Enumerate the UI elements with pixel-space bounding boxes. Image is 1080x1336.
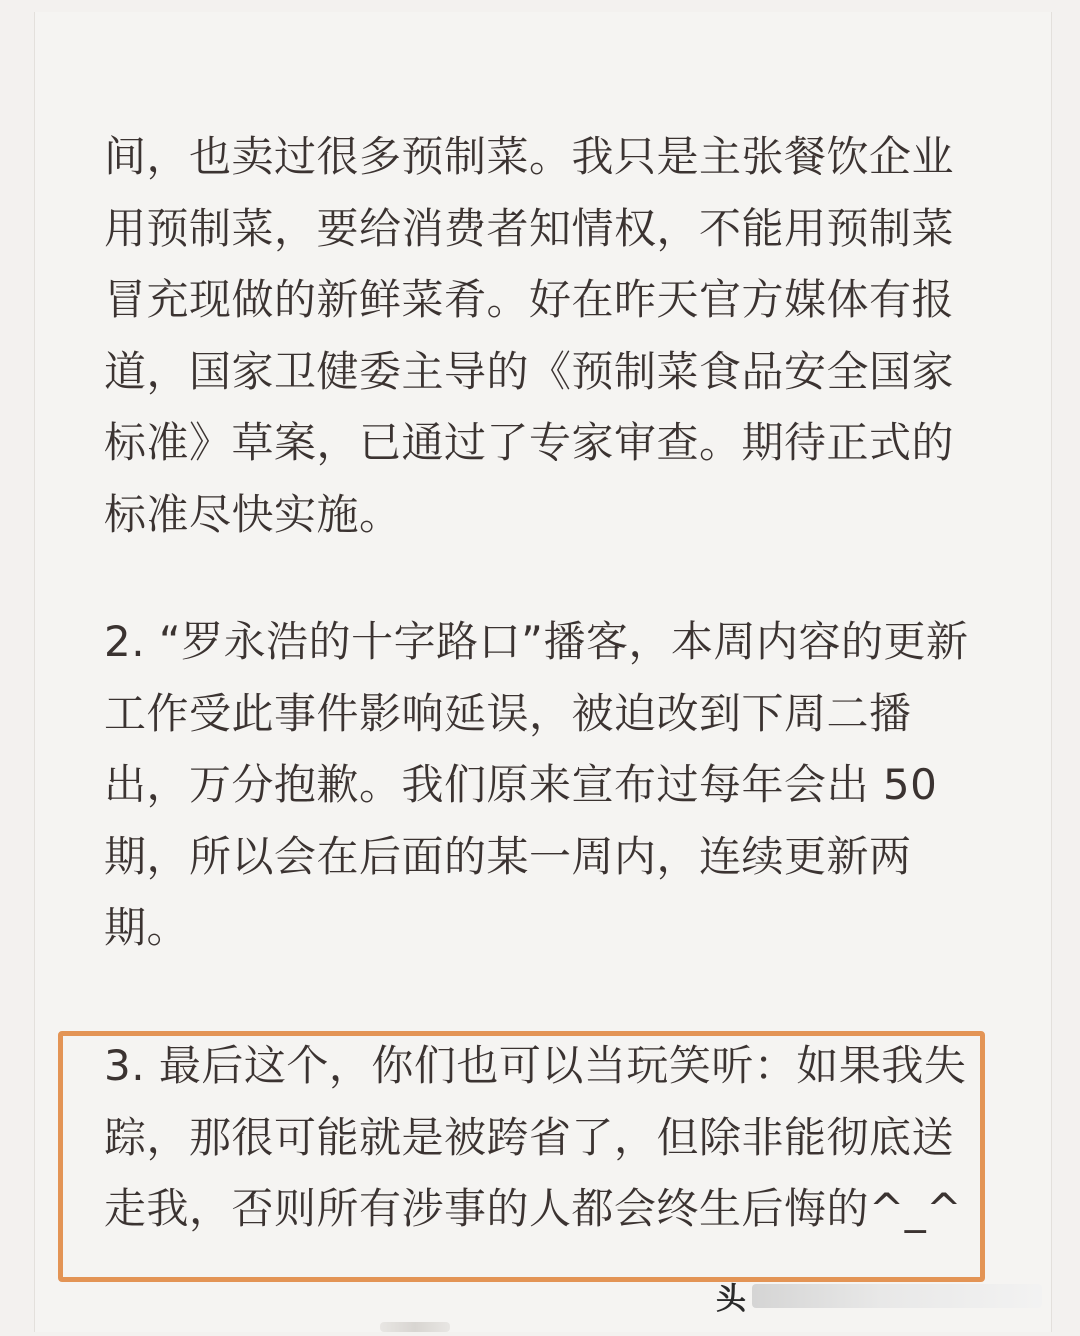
paragraph-3-highlighted [104, 1030, 967, 1245]
text-line: 期。 [104, 903, 190, 952]
text-line: 走我，否则所有涉事的人都会终生后悔的^_^ [104, 1184, 962, 1233]
text-line: 用预制菜，要给消费者知情权，不能用预制菜 [104, 203, 955, 253]
text-line: 道，国家卫健委主导的《预制菜食品安全国家 [104, 346, 955, 396]
text-line: 标准》草案，已通过了专家审查。期待正式的 [104, 418, 955, 467]
text-line: 标准尽快实施。 [104, 489, 402, 539]
text-line: 2. “罗永浩的十字路口”播客，本周内容的更新 [104, 617, 969, 666]
bottom-decoration [380, 1322, 450, 1332]
text-line: 工作受此事件影响延误，被迫改到下周二播 [104, 688, 912, 738]
text-line: 冒充现做的新鲜菜肴。好在昨天官方媒体有报 [104, 275, 955, 324]
watermark-blur [752, 1284, 1042, 1308]
paragraph-1 [104, 121, 954, 550]
text-line: 期，所以会在后面的某一周内，连续更新两 [104, 831, 912, 881]
text-line: 3. 最后这个，你们也可以当玩笑听：如果我失 [104, 1041, 967, 1090]
paragraph-2 [104, 606, 969, 964]
watermark-logo: 头 [716, 1282, 746, 1317]
text-line: 出，万分抱歉。我们原来宣布过每年会出 50 [104, 760, 938, 809]
text-line: 间，也卖过很多预制菜。我只是主张餐饮企业 [104, 132, 955, 181]
text-line: 踪，那很可能就是被跨省了，但除非能彻底送 [104, 1112, 955, 1162]
watermark [716, 1276, 1046, 1316]
